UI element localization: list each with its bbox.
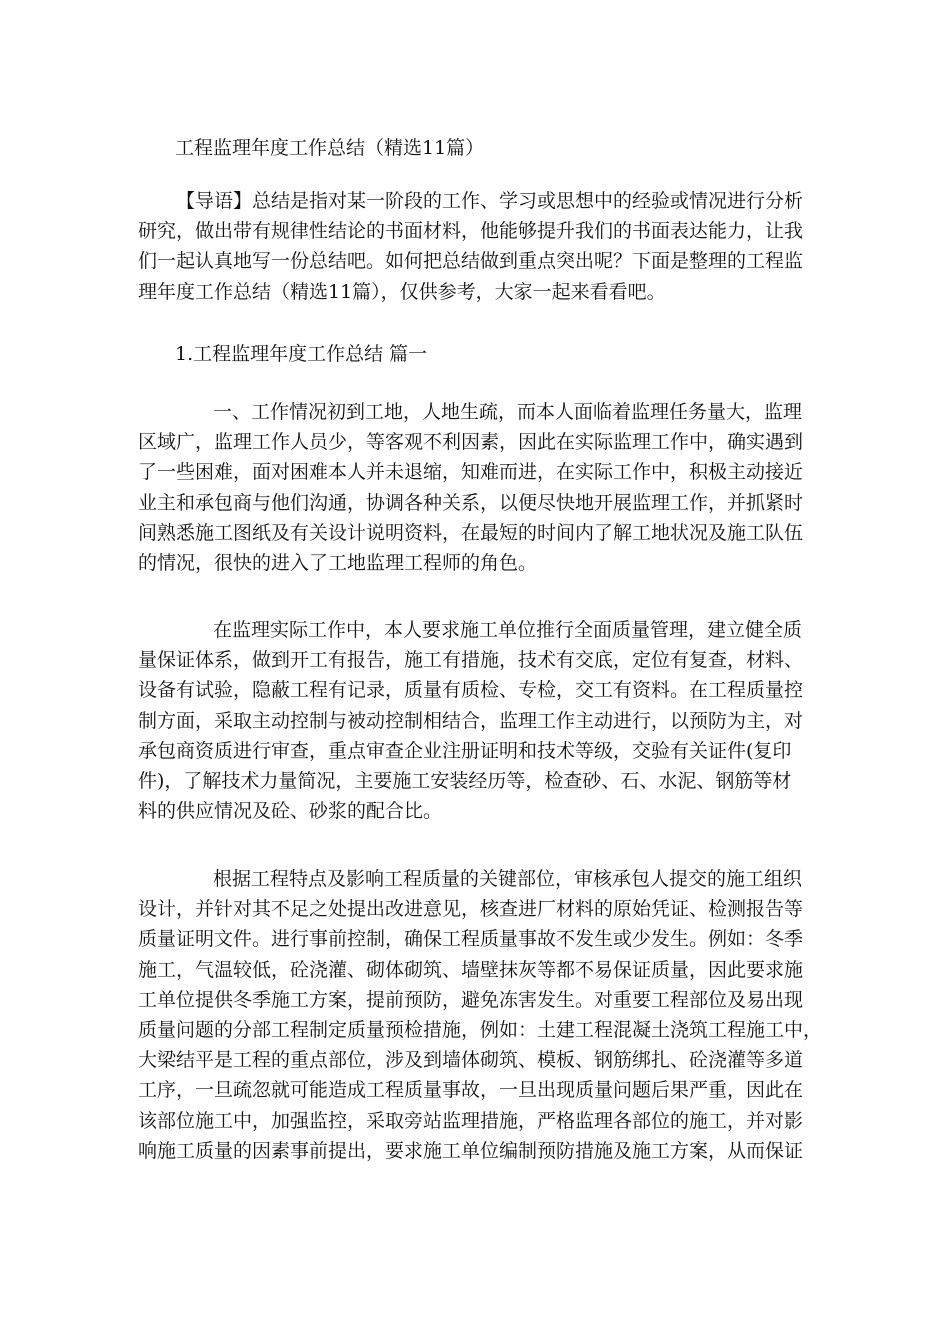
body-paragraph: [138, 397, 818, 578]
text-line: 料的供应情况及砼、砂浆的配合比。: [138, 800, 443, 823]
text-line: 件)，了解技术力量简况，主要施工安装经历等，检查砂、石、水泥、钢筋等材: [138, 770, 792, 793]
text-line: 量保证体系，做到开工有报告，施工有措施，技术有交底，定位有复查，材料、: [138, 649, 804, 672]
body-paragraph: [138, 615, 818, 826]
text-line: 设计，并针对其不足之处提出改进意见，核查进厂材料的原始凭证、检测报告等: [138, 898, 804, 921]
text-line: 区域广，监理工作人员少，等客观不利因素，因此在实际监理工作中，确实遇到: [138, 431, 804, 454]
text-line: 承包商资质进行审查，重点审查企业注册证明和技术等级，交验有关证件(复印: [138, 739, 792, 762]
text-line: 业主和承包商与他们沟通，协调各种关系，以便尽快地开展监理工作，并抓紧时: [138, 491, 804, 514]
text-line: 了一些困难，面对困难本人并未退缩，知难而进，在实际工作中，积极主动接近: [138, 461, 804, 484]
text-line: 们一起认真地写一份总结吧。如何把总结做到重点突出呢？下面是整理的工程监: [138, 250, 804, 273]
text-line: 间熟悉施工图纸及有关设计说明资料，在最短的时间内了解工地状况及施工队伍: [138, 521, 804, 544]
text-line: 在监理实际工作中，本人要求施工单位推行全面质量管理，建立健全质: [213, 619, 803, 641]
text-line: 响施工质量的因素事前提出，要求施工单位编制预防措施及施工方案，从而保证: [138, 1139, 804, 1162]
text-line: 该部位施工中，加强监控，采取旁站监理措施，严格监理各部位的施工，并对影: [138, 1109, 804, 1132]
text-line: 【导语】总结是指对某一阶段的工作、学习或思想中的经验或情况进行分析: [176, 190, 804, 212]
text-line: 施工，气温较低，砼浇灌、砌体砌筑、墙壁抹灰等都不易保证质量，因此要求施: [138, 958, 804, 981]
text-line: 设备有试验，隐蔽工程有记录，质量有质检、专检，交工有资料。在工程质量控: [138, 679, 804, 702]
intro-paragraph: [138, 186, 818, 307]
text-line: 研究，做出带有规律性结论的书面材料，他能够提升我们的书面表达能力，让我: [138, 220, 804, 243]
text-line: 质量证明文件。进行事前控制，确保工程质量事故不发生或少发生。例如：冬季: [138, 928, 804, 951]
text-line: 工单位提供冬季施工方案，提前预防，避免冻害发生。对重要工程部位及易出现: [138, 988, 804, 1011]
text-line: 质量问题的分部工程制定质量预检措施，例如：土建工程混凝土浇筑工程施工中，: [138, 1019, 823, 1042]
text-line: 一、工作情况初到工地，人地生疏，而本人面临着监理任务量大，监理: [213, 401, 803, 423]
body-paragraph: [138, 864, 823, 1166]
document-title: 工程监理年度工作总结（精选11篇）: [175, 137, 485, 159]
text-line: 工序，一旦疏忽就可能造成工程质量事故，一旦出现质量问题后果严重，因此在: [138, 1079, 804, 1102]
text-line: 理年度工作总结（精选11篇），仅供参考，大家一起来看看吧。: [138, 280, 666, 303]
section-heading: 1.工程监理年度工作总结 篇一: [175, 343, 428, 365]
text-line: 大梁结平是工程的重点部位，涉及到墙体砌筑、模板、钢筋绑扎、砼浇灌等多道: [138, 1049, 804, 1072]
text-line: 的情况，很快的进入了工地监理工程师的角色。: [138, 552, 538, 575]
text-line: 制方面，采取主动控制与被动控制相结合，监理工作主动进行，以预防为主，对: [138, 709, 804, 732]
text-line: 根据工程特点及影响工程质量的关键部位，审核承包人提交的施工组织: [213, 868, 803, 890]
